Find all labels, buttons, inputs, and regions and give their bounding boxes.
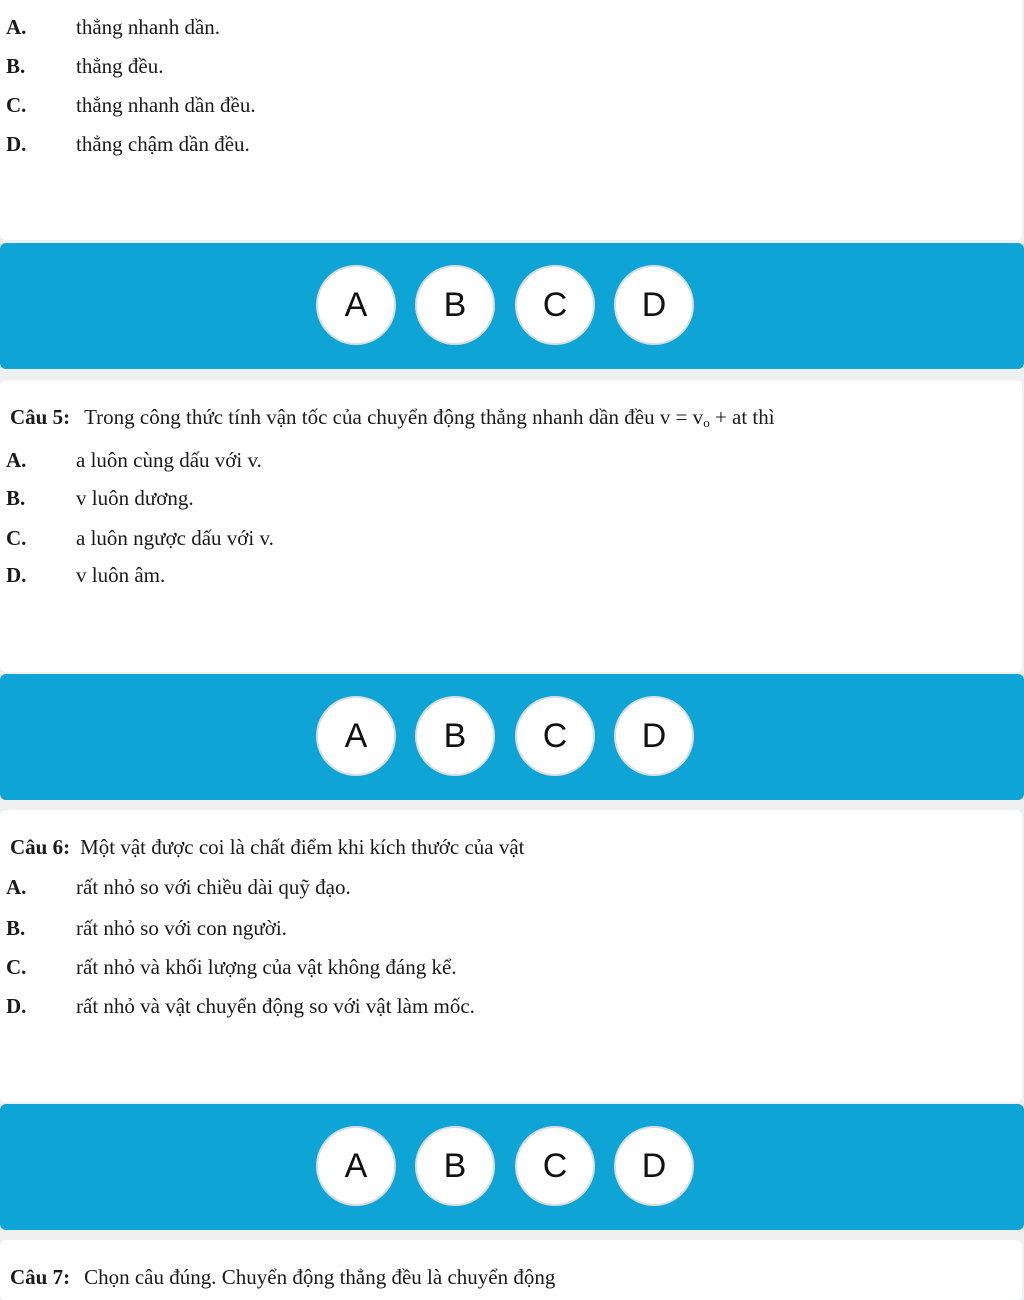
option-c: C. thẳng nhanh dần đều.	[6, 93, 256, 117]
answer-button-b[interactable]: B	[415, 265, 495, 345]
option-d: D. v luôn âm.	[6, 563, 166, 587]
option-d: D. thẳng chậm dần đều.	[6, 132, 250, 156]
question-card-5	[0, 380, 1022, 672]
answer-band-5	[0, 674, 1024, 800]
answer-button-a[interactable]: A	[316, 1126, 396, 1206]
answer-button-c[interactable]: C	[515, 1126, 595, 1206]
answer-band-prev	[0, 243, 1024, 369]
option-d: D. rất nhỏ và vật chuyển động so với vật làm mốc.	[6, 994, 475, 1018]
answer-button-a[interactable]: A	[316, 265, 396, 345]
answer-button-b[interactable]: B	[415, 1126, 495, 1206]
question-card-7	[0, 1240, 1022, 1300]
answer-button-d[interactable]: D	[614, 265, 694, 345]
question-text: Câu 7: Chọn câu đúng. Chuyển động thẳng đều là chuyển động	[10, 1265, 556, 1289]
answer-button-c[interactable]: C	[515, 696, 595, 776]
answer-button-a[interactable]: A	[316, 696, 396, 776]
question-card-6	[0, 810, 1022, 1102]
question-card-prev	[0, 0, 1022, 240]
question-text: Câu 5: Trong công thức tính vận tốc của chuyển động thẳng nhanh dần đều $v = v_o$ + at thì	[10, 405, 775, 430]
answer-band-6	[0, 1104, 1024, 1230]
option-c: C. rất nhỏ và khối lượng của vật không đáng kể.	[6, 955, 457, 979]
answer-button-d[interactable]: D	[614, 696, 694, 776]
option-b: B. v luôn dương.	[6, 486, 194, 510]
option-a: A. rất nhỏ so với chiều dài quỹ đạo.	[6, 875, 351, 899]
question-text: Câu 6: Một vật được coi là chất điểm khi kích thước của vật	[10, 835, 525, 859]
option-a: A. a luôn cùng dấu với v.	[6, 448, 262, 472]
option-a: A. thẳng nhanh dần.	[6, 15, 221, 39]
option-b: B. thẳng đều.	[6, 54, 164, 78]
option-b: B. rất nhỏ so với con người.	[6, 916, 287, 940]
option-c: C. a luôn ngược dấu với v.	[6, 526, 274, 550]
answer-button-b[interactable]: B	[415, 696, 495, 776]
answer-button-c[interactable]: C	[515, 265, 595, 345]
answer-button-d[interactable]: D	[614, 1126, 694, 1206]
